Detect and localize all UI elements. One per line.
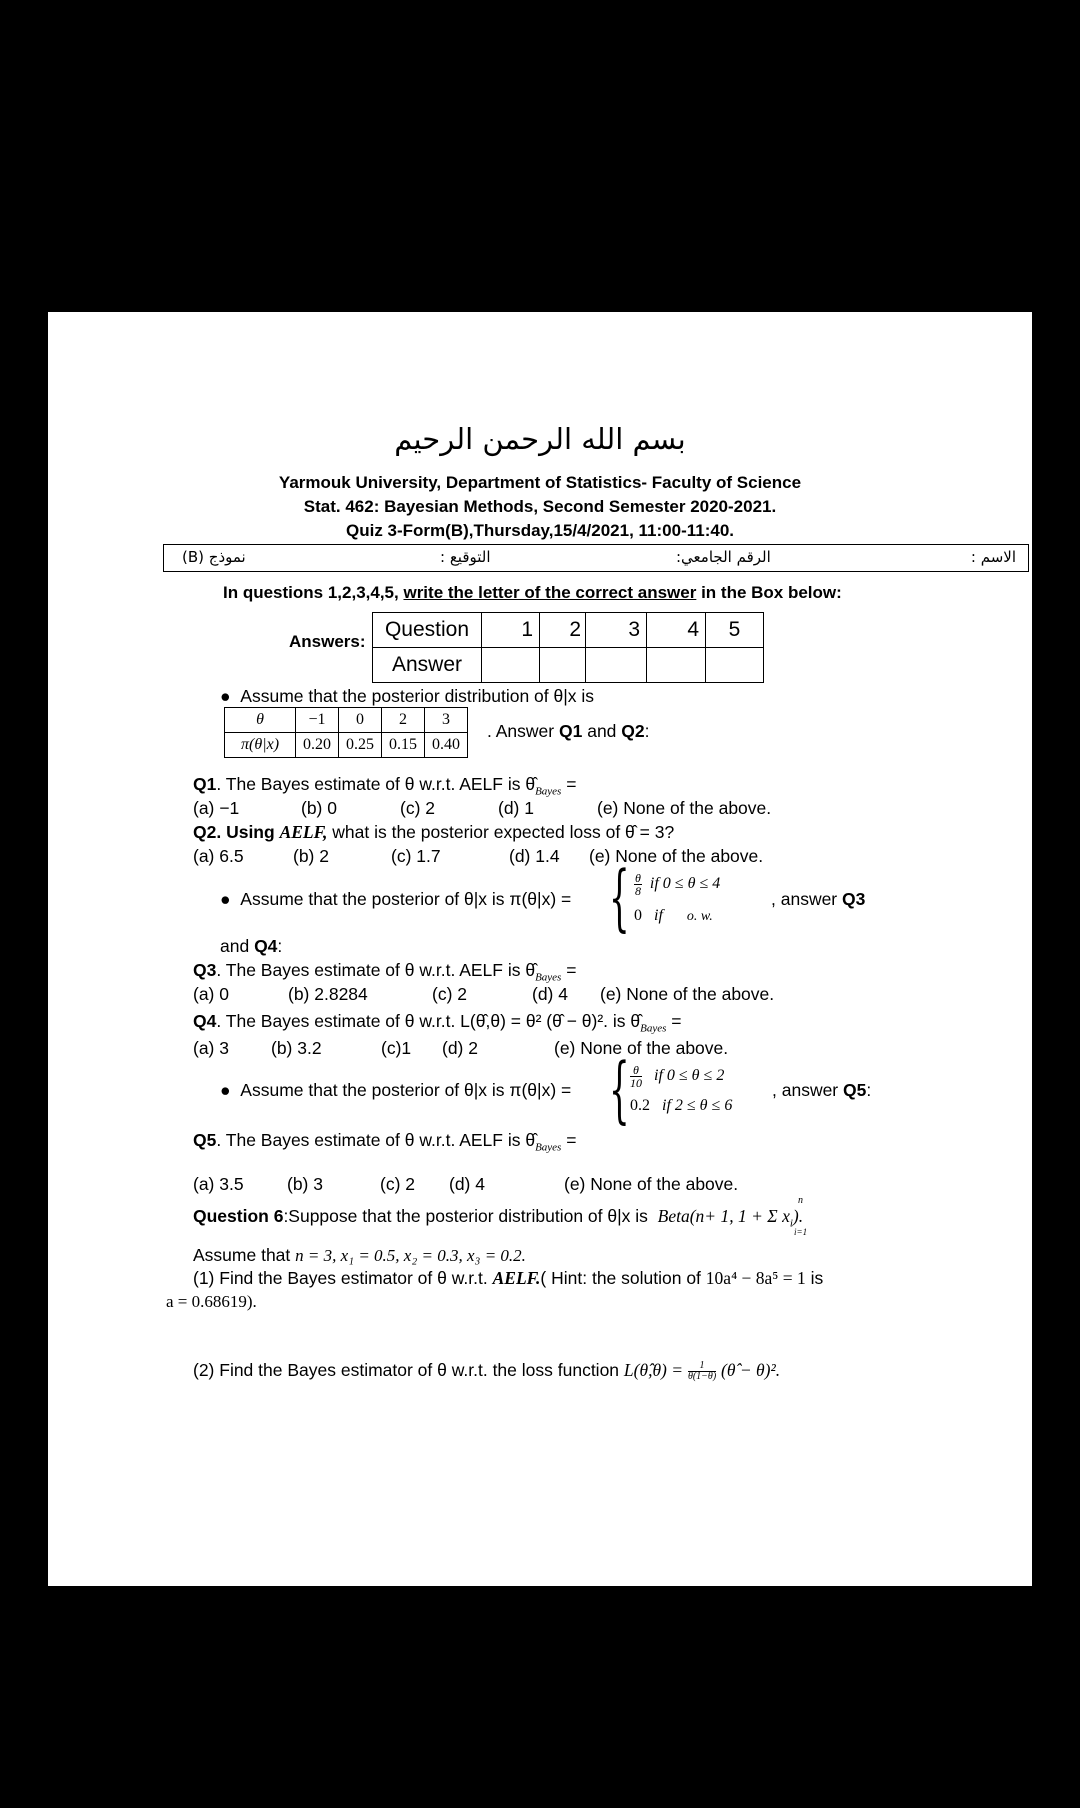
theta-value-2: 0 — [339, 708, 382, 733]
q2-stem — [193, 822, 674, 843]
name-field-label: الاسم : — [970, 548, 1016, 566]
posterior3-case1-frac — [630, 1064, 642, 1089]
q2-option-d: (d) 1.4 — [509, 846, 560, 866]
q3-option-c: (c) 2 — [432, 984, 467, 1004]
q2-option-c: (c) 1.7 — [391, 846, 441, 866]
prob-value-2: 0.25 — [339, 733, 382, 758]
q2-option-b: (b) 2 — [293, 846, 329, 866]
posterior2-case2-if: if — [654, 907, 663, 924]
theta-header: θ — [225, 708, 296, 733]
q6-part1 — [193, 1268, 823, 1289]
posterior2-q3-ref: Q3 — [842, 889, 866, 909]
q3-option-e: (e) None of the above. — [600, 984, 775, 1004]
q1-option-c: (c) 2 — [400, 798, 435, 818]
question-header: Question — [373, 613, 482, 648]
posterior3-case2 — [630, 1097, 732, 1115]
quiz-page — [48, 312, 1032, 1586]
prob-header: π(θ|x) — [225, 733, 296, 758]
q6-part1-equation: 10a⁴ − 8a⁵ = 1 — [705, 1268, 806, 1288]
q1-option-d: (d) 1 — [498, 798, 534, 818]
q5-option-a: (a) 3.5 — [193, 1174, 244, 1194]
form-label: نموذج (B) — [182, 548, 246, 566]
theta-value-3: 2 — [382, 708, 425, 733]
q4-option-c: (c)1 — [381, 1038, 412, 1058]
question-number-1: 1 — [482, 613, 540, 648]
answers-table — [372, 612, 764, 683]
q4-option-b: (b) 3.2 — [271, 1038, 322, 1058]
posterior2-brace: { — [609, 855, 630, 939]
answer-cell-3[interactable] — [586, 648, 647, 683]
posterior2-case2-cond: o. w. — [686, 909, 713, 924]
posterior1-intro: ● Assume that the posterior distribution of θ|x is — [220, 686, 595, 706]
posterior1-q2-ref: Q2 — [621, 721, 645, 741]
posterior3-intro-text: Assume that the posterior of θ|x is π(θ|x) = — [240, 1080, 572, 1100]
prob-value-3: 0.15 — [382, 733, 425, 758]
q1-text: . The Bayes estimate of θ w.r.t. AELF is θ̂ — [216, 774, 536, 794]
quiz-time-start: :00-11 — [656, 521, 705, 540]
q1-stem — [193, 774, 576, 798]
posterior2-case1 — [634, 872, 720, 897]
posterior3-case1-num: θ — [630, 1064, 642, 1077]
posterior3-case1 — [630, 1064, 724, 1089]
q4-option-d: (d) 2 — [442, 1038, 478, 1058]
q1-label: Q1 — [193, 774, 217, 794]
posterior2-after — [771, 889, 865, 910]
posterior3-after-text: , answer — [772, 1080, 843, 1100]
q1-option-e: (e) None of the above. — [597, 798, 772, 818]
q2-text: what is the posterior expected loss of θ̂ = 3? — [327, 822, 675, 842]
department-name: , Department of Statistics- Faculty of Science — [436, 473, 802, 492]
course-line-end: . — [771, 497, 777, 516]
instruction-line — [223, 583, 842, 603]
q6-part1-solution: a = 0.68619). — [166, 1292, 257, 1311]
question-number-5: 5 — [706, 613, 764, 648]
answer-cell-1[interactable] — [482, 648, 540, 683]
answers-label: Answers: — [289, 632, 366, 651]
theta-value-1: −1 — [296, 708, 339, 733]
question-number-4: 4 — [647, 613, 706, 648]
answer-cell-5[interactable] — [706, 648, 764, 683]
q1-option-a: (a) −1 — [193, 798, 240, 818]
question-row — [373, 613, 764, 648]
q5-stem — [193, 1130, 576, 1154]
posterior2-and: and — [220, 936, 255, 956]
university-name: Yarmouk University — [278, 473, 437, 492]
instruction-suffix: in the Box below: — [701, 583, 842, 602]
q6-sum-bottom: i=1 — [794, 1227, 808, 1237]
q6-part2-num: 1 — [688, 1361, 716, 1372]
q5-equals: = — [561, 1130, 577, 1150]
quiz-line-end: . — [729, 521, 735, 540]
q6-assume-values: n = 3, x₁ = 0.5, x₂ = 0.3, x₃ = 0.2. — [295, 1246, 526, 1265]
posterior3-case1-cond: if 0 ≤ θ ≤ 2 — [654, 1067, 725, 1085]
q6-part1-text: (1) Find the Bayes estimator of θ w.r.t. — [193, 1268, 488, 1288]
q3-option-d: (d) 4 — [532, 984, 568, 1004]
q5-text: . The Bayes estimate of θ w.r.t. AELF is θ̂ — [216, 1130, 536, 1150]
posterior2-and-q4 — [220, 936, 282, 957]
q6-stem — [193, 1206, 803, 1230]
q4-equals: = — [666, 1011, 682, 1031]
posterior2-colon: : — [277, 936, 283, 956]
q3-subscript: Bayes — [535, 971, 562, 984]
posterior2-case1-den: 8 — [634, 884, 641, 898]
quiz-line — [48, 521, 1032, 541]
prob-value-1: 0.20 — [296, 733, 339, 758]
course-code: Stat. 462 — [303, 497, 374, 516]
basmala: بسم الله الرحمن الرحيم — [394, 422, 686, 456]
q3-text: . The Bayes estimate of θ w.r.t. AELF is θ̂ — [216, 960, 536, 980]
q5-subscript: Bayes — [535, 1141, 562, 1154]
posterior1-q1-ref: Q1 — [558, 721, 583, 741]
posterior1-colon: : — [644, 721, 650, 741]
q2-option-a: (a) 6.5 — [193, 846, 244, 866]
posterior2-intro-text: Assume that the posterior of θ|x is π(θ|x) = — [240, 889, 572, 909]
posterior3-after — [772, 1080, 871, 1101]
posterior1-after — [487, 721, 650, 742]
q4-subscript: Bayes — [640, 1022, 667, 1035]
q6-part1-aelf: AELF. — [492, 1268, 541, 1288]
posterior3-q5-ref: Q5 — [843, 1080, 867, 1100]
prob-value-4: 0.40 — [425, 733, 468, 758]
posterior2-q4-ref: Q4 — [254, 936, 278, 956]
q4-text: . The Bayes estimate of θ w.r.t. L(θ̂,θ) = θ² (θ̂ − θ)². is θ̂ — [216, 1011, 641, 1031]
q6-assume-label: Assume that — [193, 1245, 291, 1265]
q4-label: Q4 — [193, 1011, 217, 1031]
quiz-time-end: :40 — [704, 521, 730, 540]
signature-field-label: التوقيع : — [440, 548, 491, 566]
q6-part2-frac — [688, 1361, 716, 1382]
q1-subscript: Bayes — [535, 785, 562, 798]
q3-option-b: (b) 2.8284 — [288, 984, 368, 1004]
q2-aelf: AELF, — [279, 822, 328, 842]
q6-part1-hint: ( Hint: the solution of — [540, 1268, 701, 1288]
posterior1-after-text: . Answer — [487, 721, 559, 741]
q3-stem — [193, 960, 576, 984]
q6-assume — [193, 1245, 526, 1266]
q6-label: Question 6 — [193, 1206, 284, 1226]
prob-row — [225, 733, 468, 758]
answer-header: Answer — [373, 648, 482, 683]
posterior2-case2-val: 0 — [634, 907, 642, 924]
posterior3-case1-den: 10 — [630, 1076, 642, 1090]
posterior2-after-text: , answer — [771, 889, 842, 909]
instruction-underlined: write the letter of the correct answer — [403, 583, 697, 602]
theta-row — [225, 708, 468, 733]
course-line — [48, 497, 1032, 517]
posterior3-case2-cond: if 2 ≤ θ ≤ 6 — [662, 1097, 733, 1114]
q5-option-e: (e) None of the above. — [564, 1174, 739, 1194]
posterior2-case1-num: θ — [635, 871, 641, 885]
q6-part2 — [193, 1360, 780, 1382]
q6-part1-is: is — [810, 1268, 824, 1288]
q6-part2-den: θ(1−θ) — [687, 1370, 717, 1382]
student-info-box — [163, 544, 1029, 572]
q6-beta-end: ). — [792, 1206, 804, 1226]
q2-label: Q2. Using — [193, 822, 275, 842]
q5-option-c: (c) 2 — [380, 1174, 415, 1194]
q6-part2-expr: (θ̂ − θ)². — [721, 1360, 781, 1380]
posterior2-case1-frac — [634, 872, 642, 897]
course-title: : Bayesian Methods, Second Semester 2020-2021 — [373, 497, 772, 516]
theta-value-4: 3 — [425, 708, 468, 733]
q5-option-d: (d) 4 — [449, 1174, 485, 1194]
posterior3-brace: { — [609, 1047, 630, 1131]
q2-option-e: (e) None of the above. — [589, 846, 764, 866]
q4-option-a: (a) 3 — [193, 1038, 229, 1058]
q1-option-b: (b) 0 — [301, 798, 337, 818]
posterior2-intro: ● Assume that the posterior of θ|x is π(θ|x) = — [220, 889, 572, 909]
q6-text: :Suppose that the posterior distribution of θ|x is — [283, 1206, 648, 1226]
q1-equals: = — [561, 774, 577, 794]
q4-option-e: (e) None of the above. — [554, 1038, 729, 1058]
q6-part2-text: (2) Find the Bayes estimator of θ w.r.t. the loss function — [193, 1360, 620, 1380]
q6-beta-sub: i — [789, 1217, 793, 1230]
answer-cell-2[interactable] — [540, 648, 586, 683]
posterior3-colon: : — [866, 1080, 872, 1100]
posterior1-and: and — [582, 721, 622, 741]
posterior3-intro: ● Assume that the posterior of θ|x is π(θ|x) = — [220, 1080, 572, 1100]
posterior1-intro-text: Assume that the posterior distribution of θ|x is — [240, 686, 595, 706]
answer-cell-4[interactable] — [647, 648, 706, 683]
q6-beta: Beta(n+ 1, 1 + Σ x — [657, 1206, 790, 1226]
posterior1-table — [224, 707, 468, 758]
question-number-2: 2 — [540, 613, 586, 648]
posterior3-case2-val: 0.2 — [630, 1097, 650, 1114]
q5-option-b: (b) 3 — [287, 1174, 323, 1194]
q6-sum-top: n — [798, 1195, 803, 1206]
quiz-info: Quiz 3-Form(B),Thursday,15/4/2021, 11 — [345, 521, 657, 540]
q3-label: Q3 — [193, 960, 217, 980]
answer-row — [373, 648, 764, 683]
question-number-3: 3 — [586, 613, 647, 648]
university-line — [48, 473, 1032, 493]
q5-label: Q5 — [193, 1130, 217, 1150]
posterior2-case2 — [634, 907, 713, 925]
posterior2-case1-cond: if 0 ≤ θ ≤ 4 — [649, 875, 721, 893]
q4-stem — [193, 1011, 681, 1035]
instruction-prefix: In questions 1,2,3,4,5, — [223, 583, 399, 602]
q6-part2-loss: L(θ̂,θ) = — [623, 1360, 684, 1380]
q3-option-a: (a) 0 — [193, 984, 229, 1004]
q3-equals: = — [561, 960, 577, 980]
student-id-field-label: الرقم الجامعي: — [676, 548, 771, 566]
